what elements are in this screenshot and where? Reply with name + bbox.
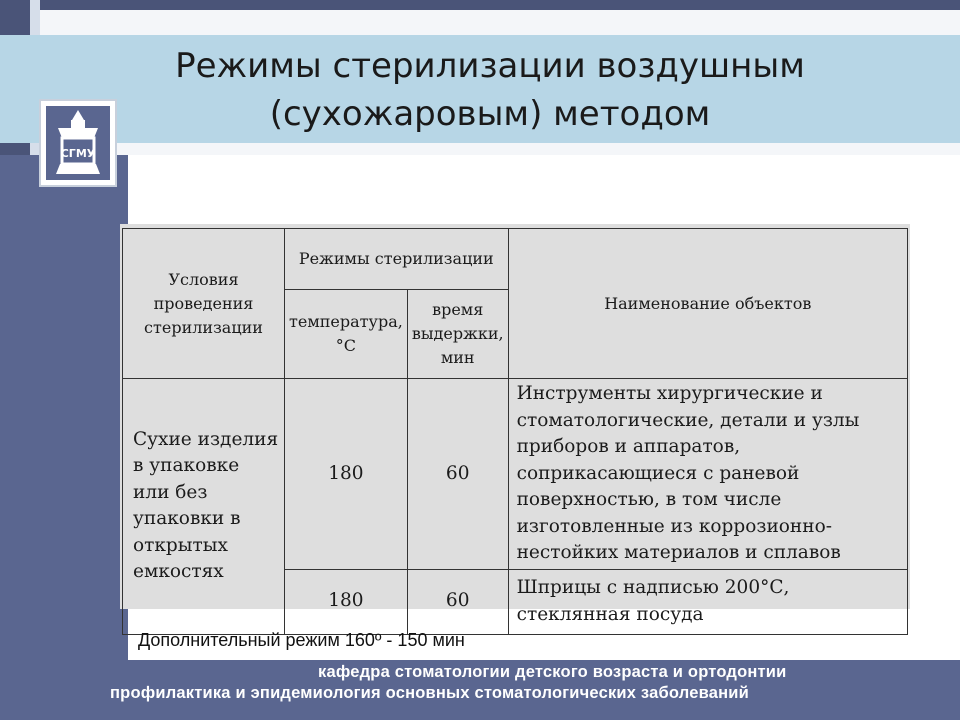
table-row [123,379,908,570]
table-header-row [123,229,908,290]
svg-text:СГМУ: СГМУ [60,147,96,160]
slide-title [140,42,840,138]
footer-department: кафедра стоматологии детского возраста и ортодонтии [318,663,787,681]
header-objects: Наименование объектов [508,229,907,379]
title-line-1: Режимы стерилизации воздушным [175,46,805,86]
university-logo-icon [38,92,118,190]
footer-course: профилактика и эпидемиология основных стоматологических заболеваний [110,684,749,702]
title-line-2: (сухожаровым) методом [269,94,711,134]
header-modes: Режимы стерилизации [285,229,509,290]
temperature-cell: 180 [285,379,408,570]
header-conditions: Условия проведения стерилизации [123,229,285,379]
header-time: время выдержки, мин [407,290,508,379]
temperature-cell: 180 [285,569,408,634]
time-cell: 60 [407,379,508,570]
additional-mode-note: Дополнительный режим 160º - 150 мин [138,630,465,650]
time-cell: 60 [407,569,508,634]
sterilization-table [122,228,908,635]
objects-cell: Инструменты хирургические и стоматологические, детали и узлы приборов и аппаратов, соприкасающиеся с раневой поверхностью, в том числе изготовленные из коррозионно-нестойких материалов и сплавов [508,379,907,570]
header-temperature: температура, °С [285,290,408,379]
top-bar [0,0,960,10]
objects-cell: Шприцы с надписью 200°С, стеклянная посуда [508,569,907,634]
condition-cell: Сухие изделия в упаковке или без упаковки в открытых емкостях [123,379,285,635]
